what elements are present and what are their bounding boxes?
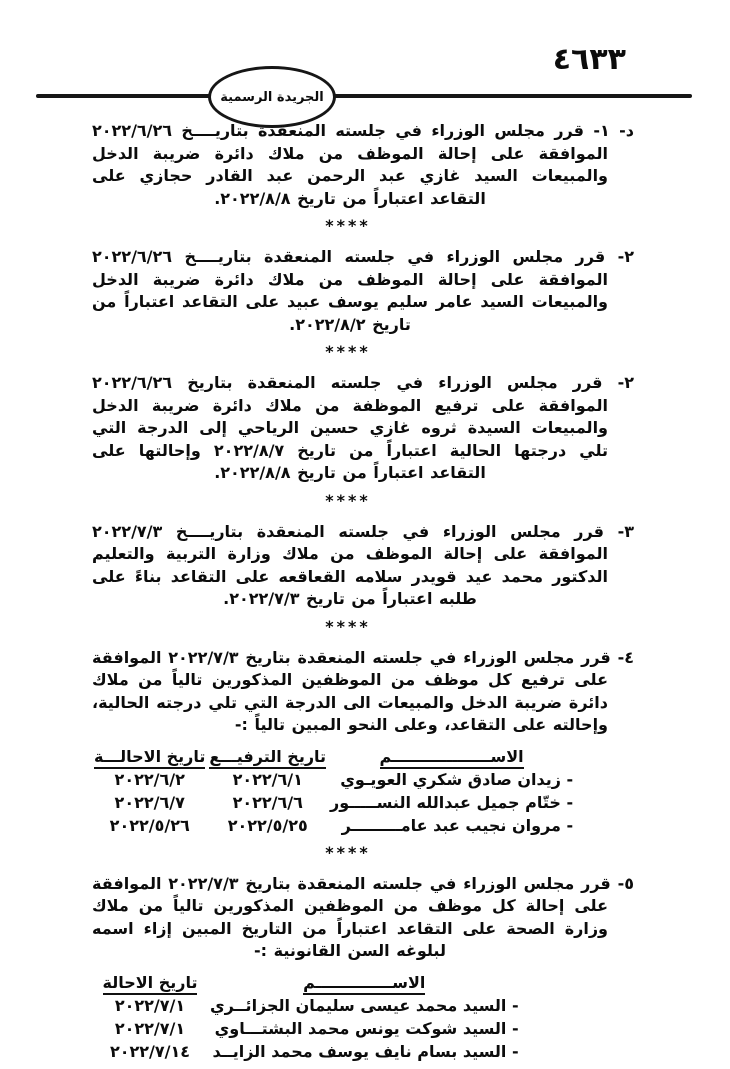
referral-date-column-header-cell <box>92 745 207 768</box>
retirement-table-row <box>92 1040 521 1063</box>
promotion-date: ٢٠٢٢/٦/٦ <box>232 792 303 812</box>
referral-date: ٢٠٢٢/٦/٢ <box>114 769 185 789</box>
employee-name: - السيد شوكت يونس محمد البشتـــاوي <box>214 1018 519 1038</box>
decision-paragraph-1 <box>92 120 634 210</box>
item-number: د- ١- <box>593 121 634 140</box>
retirement-table-row <box>92 1017 521 1040</box>
referral-date-column-header: تاريخ الاحالـــة <box>94 747 205 769</box>
referral-date: ٢٠٢٢/٥/٢٦ <box>109 815 190 835</box>
section-separator: **** <box>325 342 371 361</box>
name-column-header: الاســــــــــــــــــم <box>380 747 524 769</box>
employee-name: - مروان نجيب عبد عامـــــــــر <box>341 815 574 835</box>
referral-date-column-header-cell <box>92 971 208 994</box>
decision-paragraph-3 <box>92 372 634 485</box>
decision-text: قرر مجلس الوزراء في جلسته المنعقدة بتاريخ ٢٠٢٢/٦/٢٦ الموافقة على ترفيع الموظفة من ملاك دائرة ضريبة الدخل والمبيعات السيدة ثروه غازي حسين الرياحي إلى الدرجة التي تلي درجتها الحالية اعتباراً من تاريخ ٢٠٢٢/٨/٧ وإحالتها على التقاعد اعتباراً من تاريخ ٢٠٢٢/٨/٨. <box>92 373 608 482</box>
item-number: ٢- <box>617 373 634 392</box>
gazette-title: الجريدة الرسمية <box>220 89 324 105</box>
referral-date: ٢٠٢٢/٧/١ <box>114 1018 186 1038</box>
item-number: ٢- <box>617 247 634 266</box>
promotion-table <box>92 745 575 837</box>
section-separator: **** <box>325 490 371 510</box>
name-column-header-cell <box>208 971 521 994</box>
promotion-table-header-row <box>92 745 575 768</box>
item-number: ٤- <box>617 647 634 667</box>
referral-date: ٢٠٢٢/٦/٧ <box>114 792 185 812</box>
retirement-table <box>92 971 521 1063</box>
decision-text: قرر مجلس الوزراء في جلسته المنعقدة بتاريخ ٢٠٢٢/٧/٣ الموافقة على إحالة كل موظف من الموظفين المذكورين تالياً من ملاك وزارة الصحة على التقاعد اعتباراً من التاريخ المبين إزاء اسمه لبلوغه السن القانونية :- <box>92 873 611 960</box>
decision-text: قرر مجلس الوزراء في جلسته المنعقدة بتاريــــخ ٢٠٢٢/٧/٣ الموافقة على إحالة الموظف من ملاك وزارة التربية والتعليم الدكتور محمد عيد قويدر سلامه القعاقعه على التقاعد بناءً على طلبه اعتباراً من تاريخ ٢٠٢٢/٧/٣. <box>92 521 608 608</box>
employee-name: - زيدان صادق شكري العويـوي <box>340 769 574 789</box>
employee-name: - ختّام جميل عبدالله النســـــور <box>330 792 574 812</box>
promotion-date: ٢٠٢٢/٦/١ <box>232 769 303 789</box>
page-number: ٤٦٣٣ <box>552 42 626 77</box>
page-body <box>0 120 730 1069</box>
name-column-header: الاســــــــــــــم <box>303 973 425 995</box>
retirement-table-row <box>92 994 521 1017</box>
header-rule <box>36 89 692 105</box>
decision-text: قرر مجلس الوزراء في جلسته المنعقدة بتاريــــخ ٢٠٢٢/٦/٢٦ الموافقة على إحالة الموظف من ملاك دائرة ضريبة الدخل والمبيعات السيد غازي عبد الرحمن عبد القادر حجازي على التقاعد اعتباراً من تاريخ ٢٠٢٢/٨/٨. <box>92 121 608 208</box>
promotion-date: ٢٠٢٢/٥/٢٥ <box>227 815 308 835</box>
item-number: ٣- <box>617 521 634 541</box>
section-separator: **** <box>325 216 371 235</box>
referral-date: ٢٠٢٢/٧/١ <box>114 995 186 1015</box>
name-column-header-cell <box>328 745 575 768</box>
employee-name: - السيد بسام نايف يوسف محمد الزايــد <box>212 1041 519 1061</box>
gazette-title-badge <box>208 66 336 128</box>
decision-paragraph-6 <box>92 873 634 963</box>
promotion-table-row <box>92 814 575 837</box>
decision-paragraph-2 <box>92 246 634 336</box>
section-separator: **** <box>325 616 371 636</box>
decision-text: قرر مجلس الوزراء في جلسته المنعقدة بتاريخ ٢٠٢٢/٧/٣ الموافقة على ترفيع كل موظف من الموظفين المذكورين تالياً من ملاك دائرة ضريبة الدخل والمبيعات الى الدرجة التي تلي درجته الحالية، وإحالته على التقاعد، وعلى النحو المبين تالياً :- <box>92 647 611 734</box>
promotion-table-row <box>92 768 575 791</box>
decision-text: قرر مجلس الوزراء في جلسته المنعقدة بتاريــــخ ٢٠٢٢/٦/٢٦ الموافقة على إحالة الموظف من ملاك دائرة ضريبة الدخل والمبيعات السيد عامر سليم يوسف عبيد على التقاعد اعتباراً من تاريخ ٢٠٢٢/٨/٢. <box>92 247 608 334</box>
promotion-date-column-header-cell <box>207 745 328 768</box>
promotion-table-row <box>92 791 575 814</box>
retirement-table-header-row <box>92 971 521 994</box>
promotion-date-column-header: تاريخ الترفيـــع <box>209 747 326 769</box>
decision-paragraph-5 <box>92 647 634 737</box>
referral-date: ٢٠٢٢/٧/١٤ <box>109 1041 191 1061</box>
referral-date-column-header: تاريخ الاحالة <box>103 973 198 995</box>
employee-name: - السيد محمد عيسى سليمان الجزائــري <box>210 995 519 1015</box>
item-number: ٥- <box>617 873 634 893</box>
section-separator: **** <box>325 842 371 862</box>
decision-paragraph-4 <box>92 521 634 611</box>
